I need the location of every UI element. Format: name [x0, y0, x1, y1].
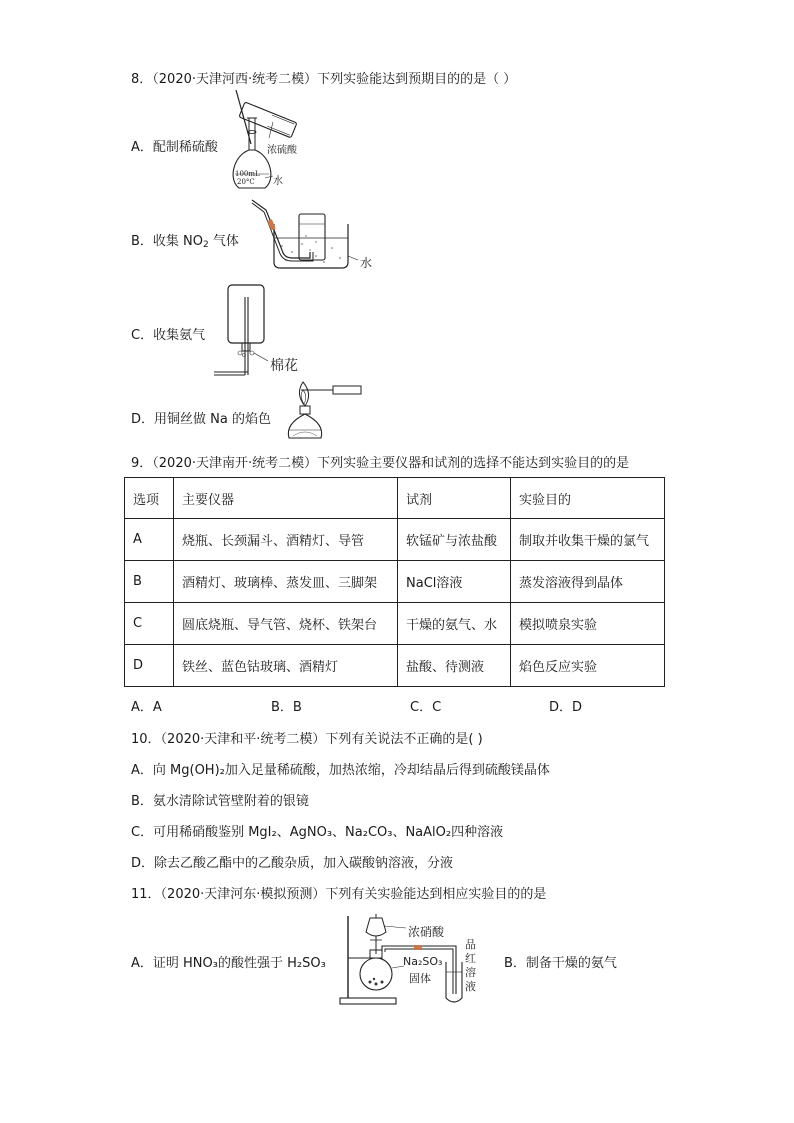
label-conc-hno3: 浓硝酸: [408, 925, 445, 939]
table-cell: 焰色反应实验: [511, 645, 665, 687]
table-header-cell: 主要仪器: [174, 478, 398, 519]
label-water-a: 水: [273, 176, 283, 187]
q10-option-c: C．可用稀硝酸鉴别 MgI₂、AgNO₃、Na₂CO₃、NaAlO₂四种溶液: [131, 825, 504, 840]
table-cell: 软锰矿与浓盐酸: [398, 519, 511, 561]
q11-stem: 11．（2020·天津河东·模拟预测）下列有关实验能达到相应实验目的的是: [131, 887, 547, 902]
table-cell: 圆底烧瓶、导气管、烧杯、铁架台: [174, 603, 398, 645]
table-cell: 制取并收集干燥的氯气: [511, 519, 665, 561]
table-row: [125, 519, 665, 561]
q10-option-d: D．除去乙酸乙酯中的乙酸杂质，加入碳酸钠溶液，分液: [131, 856, 454, 871]
table-cell: 盐酸、待测液: [398, 645, 511, 687]
label-char: 品: [465, 938, 476, 951]
table-header-row: [125, 478, 665, 519]
q9-choice-b: B．B: [271, 700, 302, 715]
table-cell: NaCl溶液: [398, 561, 511, 603]
table-cell: 干燥的氨气、水: [398, 603, 511, 645]
label-solid: 固体: [409, 972, 431, 985]
q9-choice-c: C．C: [410, 700, 442, 715]
table-row: [125, 645, 665, 687]
label-char: 溶: [465, 966, 476, 979]
table-row: [125, 561, 665, 603]
q8-stem: 8．（2020·天津河西·统考二模）下列实验能达到预期目的的是（ ）: [131, 72, 517, 87]
table-cell: C: [125, 603, 174, 645]
q10-option-a: A．向 Mg(OH)₂加入足量稀硫酸，加热浓缩，冷却结晶后得到硫酸镁晶体: [131, 763, 550, 778]
q10-option-b: B．氨水清除试管壁附着的银镜: [131, 794, 309, 809]
label-conc-h2so4: 浓硫酸: [267, 145, 297, 156]
table-cell: D: [125, 645, 174, 687]
q11-option-a: A．证明 HNO₃的酸性强于 H₂SO₃: [131, 956, 326, 971]
label-cotton: 棉花: [270, 358, 298, 374]
table-cell: 蒸发溶液得到晶体: [511, 561, 665, 603]
label-water-b: 水: [360, 256, 373, 270]
label-na2so3: Na₂SO₃: [403, 955, 443, 968]
table-cell: B: [125, 561, 174, 603]
q9-stem: 9．（2020·天津南开·统考二模）下列实验主要仪器和试剂的选择不能达到实验目的的是: [131, 456, 630, 471]
label-pink-red-solution: [465, 938, 476, 994]
alcohol-lamp-flame-figure: [283, 380, 368, 445]
table-cell: 烧瓶、长颈漏斗、酒精灯、导管: [174, 519, 398, 561]
q9-table: [124, 477, 665, 687]
q8-option-b: B．收集 $NO_2$ 气体: [131, 234, 239, 250]
q8-option-d: D．用铜丝做 Na 的焰色: [131, 412, 271, 427]
label-char: 红: [465, 952, 476, 965]
q8-option-c: C．收集氨气: [131, 328, 206, 343]
q8-option-a: A．配制稀硫酸: [131, 140, 218, 155]
label-flask-volume: 100mL: [235, 170, 260, 178]
q9-choice-d: D．D: [549, 700, 583, 715]
label-flask-temp: 20°C: [237, 178, 255, 186]
label-char: 液: [465, 980, 476, 993]
q10-stem: 10．（2020·天津和平·统考二模）下列有关说法不正确的是( ): [131, 732, 483, 747]
q9-choice-a: A．A: [131, 700, 162, 715]
table-cell: A: [125, 519, 174, 561]
table-cell: 酒精灯、玻璃棒、蒸发皿、三脚架: [174, 561, 398, 603]
table-header-cell: 试剂: [398, 478, 511, 519]
table-row: [125, 603, 665, 645]
table-cell: 铁丝、蓝色钴玻璃、酒精灯: [174, 645, 398, 687]
table-header-cell: 选项: [125, 478, 174, 519]
table-cell: 模拟喷泉实验: [511, 603, 665, 645]
table-header-cell: 实验目的: [511, 478, 665, 519]
q11-option-b: B．制备干燥的氨气: [504, 956, 617, 971]
